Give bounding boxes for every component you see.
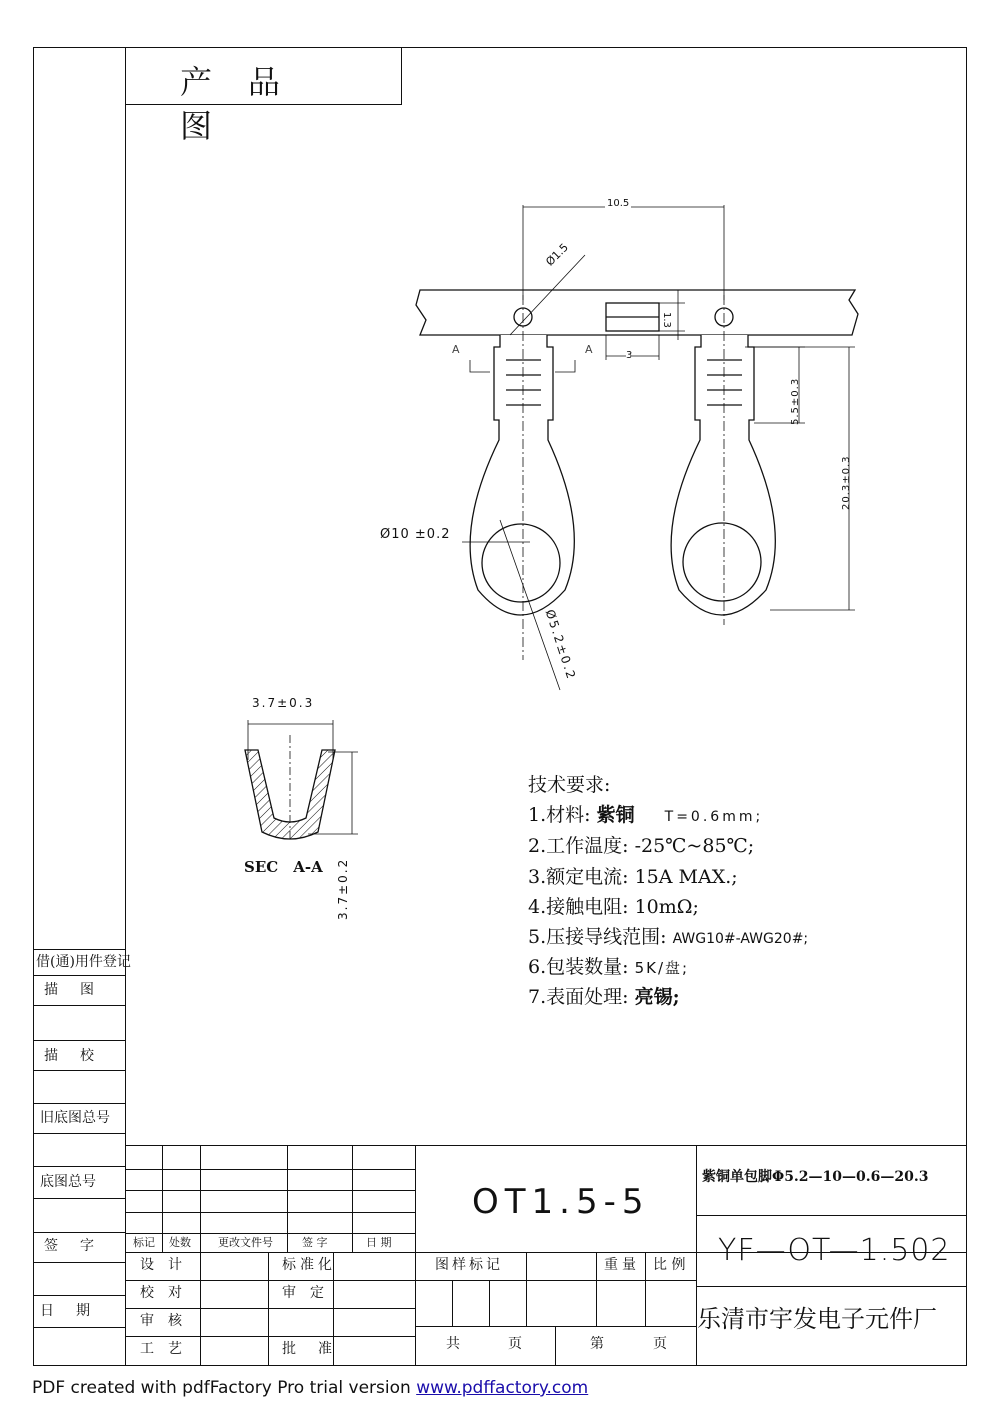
tech-item [528,988,680,1007]
company-name: 乐清市宇发电子元件厂 [697,1305,937,1333]
label-process: 工 艺 [140,1341,182,1357]
dim-hole: Ø1.5 [543,240,571,269]
section-label: SEC A-A [244,858,323,876]
tech-item-label: 6.包装数量: [528,956,629,978]
tech-item [528,958,689,977]
side-register: 借(通)用件登记 [36,954,131,970]
drawing-number: YF—OT—1.502 [718,1233,951,1268]
part-description: 紫铜单包脚Φ5.2—10—0.6—20.3 [702,1169,929,1185]
dim-ring-od: Ø10 ±0.2 [380,527,451,542]
rev-header-sign: 签 字 [302,1236,328,1249]
label-scale: 比 例 [653,1257,686,1273]
side-date: 日 期 [40,1303,94,1319]
part-number: OT1.5-5 [472,1182,650,1222]
rev-header-doc: 更改文件号 [218,1236,273,1249]
tech-item-label: 7.表面处理: [528,986,629,1008]
rev-header-date: 日 期 [366,1236,392,1249]
tech-item-value: 亮锡; [634,986,680,1008]
label-sheet: 第 [590,1336,604,1352]
label-proof: 校 对 [140,1285,182,1301]
page-title: 产 品 图 [180,63,317,145]
tech-item-value: 10mΩ; [634,896,699,918]
tech-item-label: 2.工作温度: [528,835,629,857]
tech-item-value: 紫铜 [596,804,635,826]
tech-item [528,898,699,917]
label-sample-mark: 图样标记 [435,1257,503,1273]
tech-item-value: -25℃~85℃; [634,835,755,857]
side-old-no: 旧底图总号 [40,1110,110,1126]
tech-heading: 技术要求: [528,774,611,796]
side-check: 描 校 [44,1048,98,1064]
tech-item [528,806,763,825]
label-design: 设 计 [140,1257,182,1273]
label-approve: 批 准 [282,1341,336,1357]
tech-item [528,868,738,887]
dim-section-height: 3.7±0.2 [336,857,350,920]
label-review: 审 定 [282,1285,324,1301]
tech-item-label: 3.额定电流: [528,866,629,888]
pdf-footer [32,1380,588,1397]
side-sign: 签 字 [44,1238,98,1254]
footer-text: PDF created with pdfFactory Pro trial version [32,1378,417,1398]
label-page: 页 [508,1336,522,1352]
side-base-no: 底图总号 [40,1174,96,1190]
footer-link[interactable]: www.pdffactory.com [416,1378,589,1398]
label-page-2: 页 [653,1336,667,1352]
tech-item-value: 5K/盘; [634,959,690,977]
tech-item-label: 1.材料: [528,804,591,826]
tech-item-extra: T=0.6mm; [664,809,764,825]
tech-item-label: 5.压接导线范围: [528,926,667,948]
dim-total-length: 20.3±0.3 [841,455,852,510]
dim-section-width: 3.7±0.3 [252,696,315,710]
tech-item [528,928,808,947]
title-block-top [125,1145,967,1146]
side-draw: 描 图 [44,982,98,998]
section-mark-right: A [585,343,593,356]
dim-stud-hole: Ø5.2±0.2 [542,607,579,683]
tech-item-label: 4.接触电阻: [528,896,629,918]
label-weight: 重量 [604,1257,640,1273]
tech-item-value: 15A MAX.; [634,866,738,888]
dim-barrel-length: 5.5±0.3 [790,377,801,425]
rev-header-mark: 标记 [133,1236,155,1249]
dim-slot-width: 3 [626,350,633,361]
tech-item [528,837,754,856]
label-standard: 标准化 [282,1257,336,1273]
dim-slot-height: 1.3 [661,312,672,328]
section-mark-left: A [452,343,460,356]
dim-pitch: 10.5 [607,198,630,209]
tech-item-value: AWG10#-AWG20#; [672,931,809,947]
rev-header-count: 处数 [169,1236,191,1249]
label-audit: 审 核 [140,1313,182,1329]
label-total: 共 [446,1336,460,1352]
